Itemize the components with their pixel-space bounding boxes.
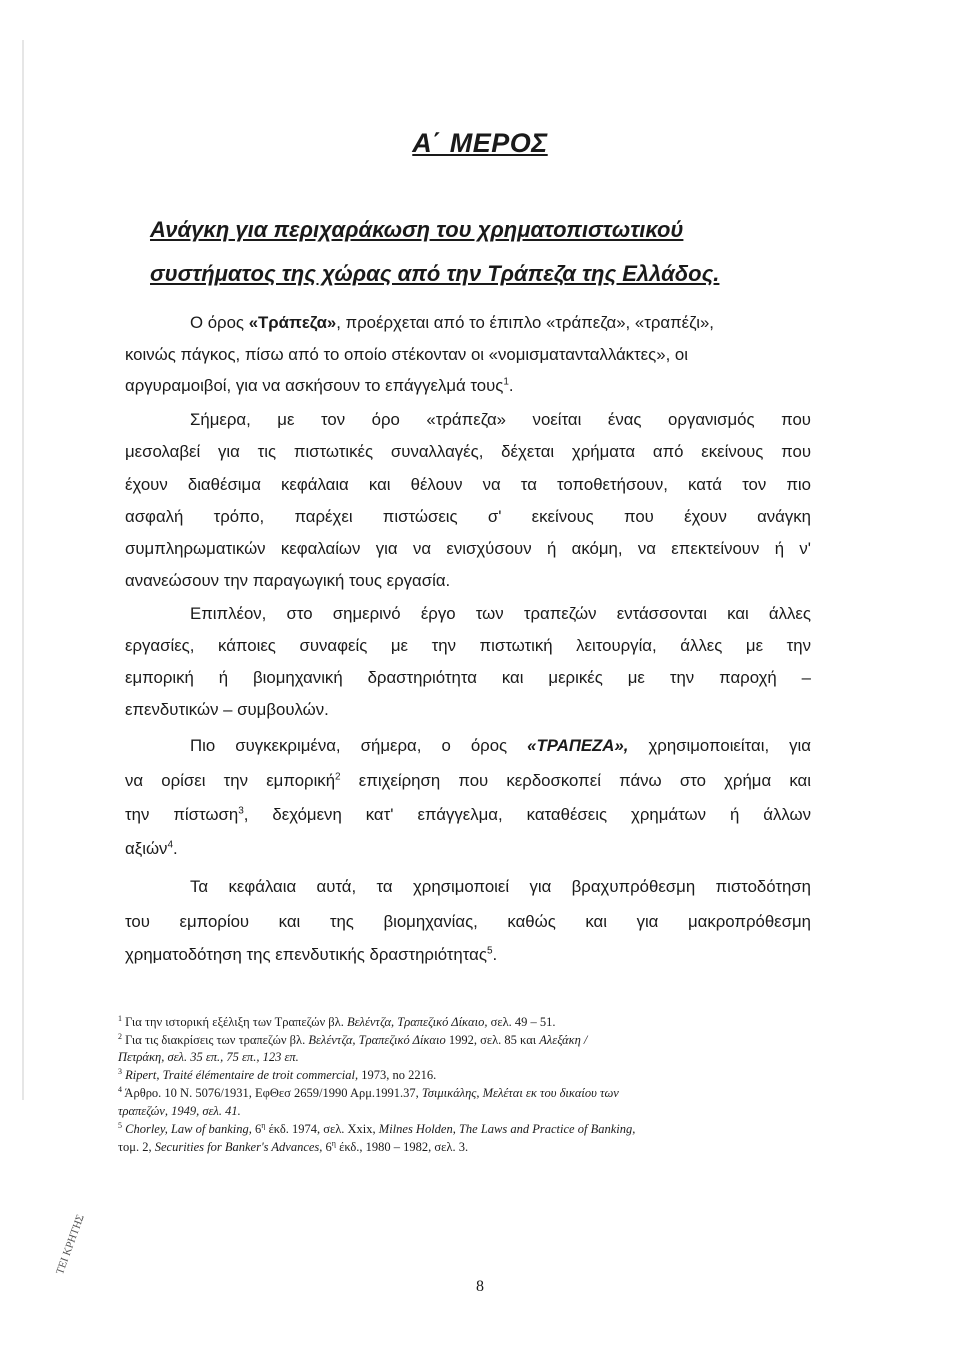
paragraph-4-line-3: την πίστωση$^3$, δεχόμενη κατ' επάγγελμα, καταθέσεις χρημάτων ή άλλων: [125, 805, 811, 824]
footnote-ref-3: 3: [238, 805, 244, 817]
paragraph-4-line-1: Πιο συγκεκριμένα, σήμερα, ο όρος «ΤΡΑΠΕΖΑ», χρησιμοποιείται, για: [190, 736, 811, 755]
library-stamp: ΤΕΙ ΚΡΗΤΗΣ: [54, 1212, 87, 1277]
paragraph-3-line-1: Επιπλέον, στο σημερινό έργο των τραπεζών εντάσσονται και άλλες: [190, 604, 811, 623]
paragraph-5-line-2: του εμπορίου και της βιομηχανίας, καθώς και για μακροπρόθεσμη: [125, 912, 811, 931]
footnote-4-cont: τραπεζών, 1949, σελ. 41.: [118, 1104, 241, 1118]
section-heading-line-1: Ανάγκη για περιχαράκωση του χρηματοπιστωτικού: [150, 217, 684, 242]
footnote-ref-2: 2: [335, 771, 341, 783]
paragraph-5-line-1: Τα κεφάλαια αυτά, τα χρησιμοποιεί για βραχυπρόθεσμη πιστοδότηση: [190, 877, 811, 896]
paragraph-3-line-4: επενδυτικών – συμβουλών.: [125, 700, 329, 719]
footnote-3: $^3$ Ripert, Traité élémentaire de troit commercial, 1973, no 2216.: [118, 1066, 437, 1082]
footnote-5: $^5$ Chorley, Law of banking, $6^\eta$ έκδ. 1974, σελ. Xxix, Milnes Holden, The Laws and Practice of Banking,: [118, 1120, 636, 1136]
paragraph-4-line-2: να ορίσει την εμπορική$^2$ επιχείρηση που κερδοσκοπεί πάνω στο χρήμα και: [125, 771, 811, 790]
paragraph-1-line-1: Ο όρος «Τράπεζα», προέρχεται από το έπιπλο «τράπεζα», «τραπέζι»,: [190, 313, 714, 332]
paragraph-2-line-4: ασφαλή τρόπο, παρέχει πιστώσεις σ' εκείνους που έχουν ανάγκη: [125, 507, 811, 526]
page-number: 8: [476, 1278, 484, 1295]
footnote-1: $^1$ Για την ιστορική εξέλιξη των Τραπεζών βλ. Βελέντζα, Τραπεζικό Δίκαιο, σελ. 49 – 51.: [118, 1013, 556, 1029]
part-title: Α΄ ΜΕΡΟΣ: [412, 128, 548, 158]
paragraph-3-line-2: εργασίες, κάποιες συναφείς με την πιστωτική λειτουργία, άλλες με την: [125, 636, 811, 655]
footnote-ref-1: 1: [503, 376, 509, 388]
paragraph-2-line-2: μεσολαβεί για τις πιστωτικές συναλλαγές, δέχεται χρήματα από εκείνους που: [125, 442, 811, 461]
footnote-5-cont: τομ. 2, Securities for Banker's Advances, $6^\eta$ έκδ., 1980 – 1982, σελ. 3.: [118, 1138, 469, 1154]
footnote-2: $^2$ Για τις διακρίσεις των τραπεζών βλ. Βελέντζα, Τραπεζικό Δίκαιο 1992, σελ. 85 και Αλεξάκη /: [118, 1031, 588, 1047]
scan-edge-shadow: [22, 40, 24, 1100]
paragraph-2-line-1: Σήμερα, με τον όρο «τράπεζα» νοείται ένας οργανισμός που: [190, 410, 811, 429]
paragraph-1-line-2: κοινώς πάγκος, πίσω από το οποίο στέκονταν οι «νομισματανταλλάκτες», οι: [125, 345, 688, 364]
footnote-4: $^4$ Άρθρο. 10 Ν. 5076/1931, ΕφΘεσ 2659/1990 Αρμ.1991.37, Τσιμικάλης, Μελέται εκ του δικαίου των: [118, 1084, 619, 1100]
footnote-2-cont: Πετράκη, σελ. 35 επ., 75 επ., 123 επ.: [118, 1050, 299, 1064]
term-trapeza-caps: «ΤΡΑΠΕΖΑ»,: [527, 736, 629, 755]
paragraph-2-line-6: ανανεώσουν την παραγωγική τους εργασία.: [125, 571, 451, 590]
term-trapeza: «Τράπεζα»: [248, 313, 337, 332]
paragraph-5-line-3: χρηματοδότηση της επενδυτικής δραστηριότητας$^5$.: [125, 945, 498, 964]
paragraph-4-line-4: αξιών$^4$.: [125, 839, 178, 858]
paragraph-2-line-5: συμπληρωματικών κεφαλαίων για να ενισχύσουν ή ακόμη, να επεκτείνουν ή ν': [125, 539, 811, 558]
section-heading-line-2: συστήματος της χώρας από την Τράπεζα της Ελλάδος.: [150, 261, 720, 286]
paragraph-2-line-3: έχουν διαθέσιμα κεφάλαια και θέλουν να τα τοποθετήσουν, κατά τον πιο: [125, 475, 811, 494]
paragraph-1-line-3: αργυραμοιβοί, για να ασκήσουν το επάγγελμά τους$^1$.: [125, 376, 514, 395]
footnote-ref-4: 4: [167, 839, 173, 851]
footnote-ref-5: 5: [486, 945, 493, 957]
paragraph-3-line-3: εμπορική ή βιομηχανική δραστηριότητα και μερικές με την παροχή –: [125, 668, 811, 687]
